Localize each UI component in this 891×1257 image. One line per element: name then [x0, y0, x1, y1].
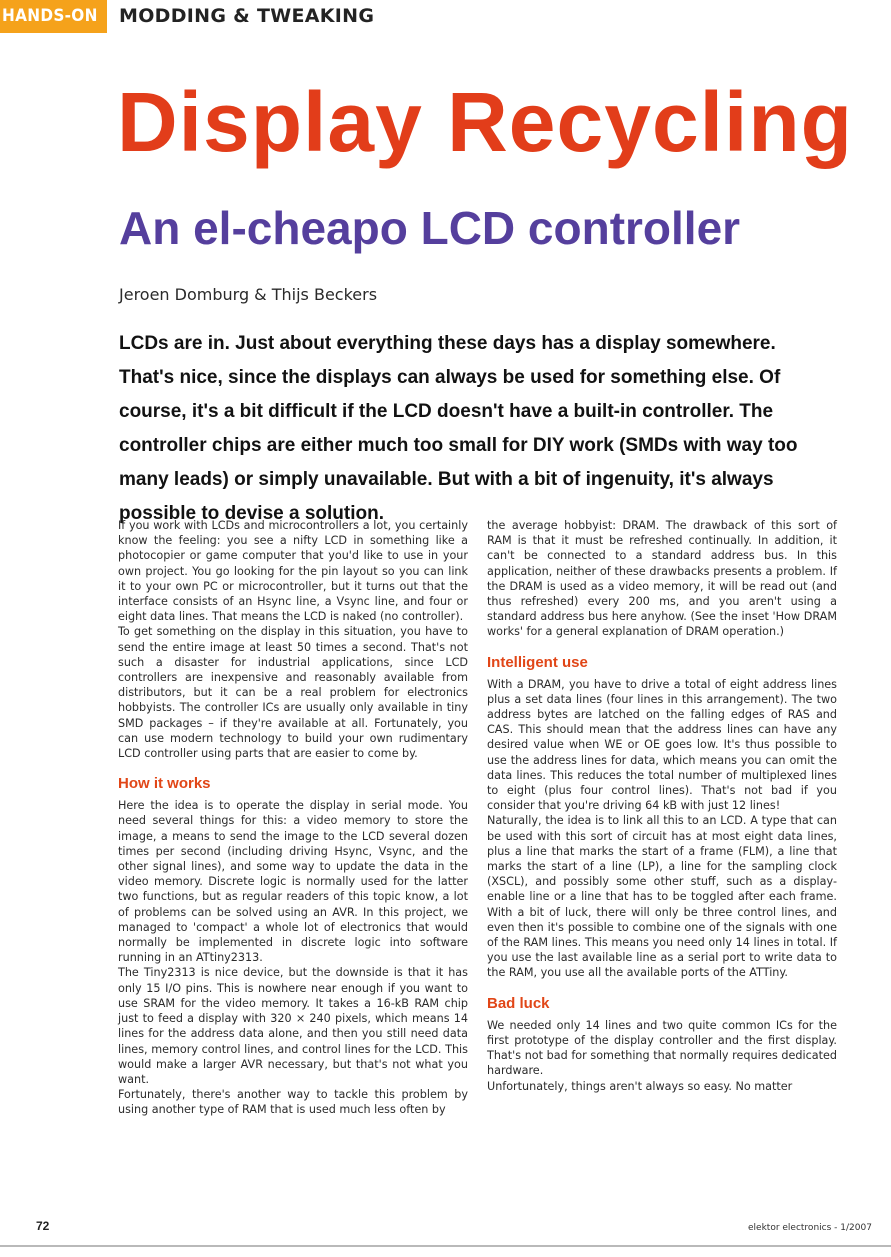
page-edge-divider: [0, 1245, 891, 1247]
body-column-left: [118, 518, 468, 1118]
page-number: 72: [36, 1219, 50, 1233]
paragraph: Naturally, the idea is to link all this to an LCD. A type that can be used with this sort of circuit has at most eight data lines, plus a line that marks the start of a frame (FLM), a line that marks the start of a line (LP), a line for the sampling clock (XSCL), and possibly some other stuff, such as a display-enable line or a line that has to be toggled after each frame. With a bit of luck, there will only be three control lines, and even then it's possible to combine one of the signals with one of the RAM lines. This means you need only 14 lines in total. If you use the last available line as a serial port to write data to the RAM, you use all the available ports of the ATTiny.: [487, 814, 837, 980]
paragraph: the average hobbyist: DRAM. The drawback of this sort of RAM is that it must be refreshed continually. In addition, it can't be connected to a standard address bus. In this application, neither of these drawbacks presents a problem. If the DRAM is used as a video memory, it will be read out (and thus refreshed) every 200 ms, and you aren't using a standard address bus here anyhow. (See the inset 'How DRAM works' for a general explanation of DRAM operation.): [487, 519, 837, 639]
paragraph: Here the idea is to operate the display in serial mode. You need several things for this: a video memory to store the image, a means to send the image to the LCD several dozen times per second (including driving Hsync, Vsync, and the other signal lines), and some way to update the data in the video memory. Discrete logic is normally used for the latter two functions, but as regular readers of this topic know, a lot of problems can be solved using an AVR. In this project, we managed to 'compact' a whole lot of electronics that would normally be implemented in discrete logic into software running in an ATtiny2313.: [118, 799, 468, 965]
paragraph: To get something on the display in this situation, you have to send the entire image at least 50 times a second. That's not such a disaster for industrial applications, since LCD controllers are inexpensive and reasonably available from distributors, but it can be a real problem for electronics hobbyists. The controller ICs are usually only available in tiny SMD packages – if they're available at all. Fortunately, you can use modern technology to build your own rudimentary LCD controller using parts that are easier to come by.: [118, 625, 468, 761]
paragraph: Fortunately, there's another way to tackle this problem by using another type of RAM that is used much less often by: [118, 1088, 468, 1117]
paragraph: We needed only 14 lines and two quite common ICs for the first prototype of the display controller and the first display. That's not bad for something that normally requires dedicated hardware.: [487, 1018, 837, 1078]
paragraph: Unfortunately, things aren't always so easy. No matter: [487, 1079, 793, 1093]
paragraph: If you work with LCDs and microcontrollers a lot, you certainly know the feeling: you see a nifty LCD in something like a photocopier or game computer that you'd like to use in your own project. You go looking for the pin layout so you can link it to your own PC or microcontroller, but it turns out that the interface consists of an Hsync line, a Vsync line, and four or eight data lines. That means the LCD is naked (no controller).: [118, 519, 468, 624]
paragraph: The Tiny2313 is nice device, but the downside is that it has only 15 I/O pins. This is nowhere near enough if you want to use SRAM for the video memory. It takes a 16-kB RAM chip just to feed a display with 320 × 240 pixels, which means 14 lines for the address data alone, and then you still need data lines, memory control lines, and control lines for the LCD. This would make a larger AVR necessary, but that's not what you want.: [118, 966, 468, 1086]
section-tab: HANDS-ON: [0, 0, 107, 33]
section-heading: Bad luck: [487, 994, 550, 1012]
section-name: MODDING & TWEAKING: [119, 5, 375, 27]
section-heading: How it works: [118, 775, 211, 793]
article-authors: Jeroen Domburg & Thijs Beckers: [119, 285, 378, 304]
article-intro: LCDs are in. Just about everything these days has a display somewhere. That's nice, since the displays can always be used for something else. Of course, it's a bit difficult if the LCD doesn't have a built-in controller. The controller chips are either much too small for DIY work (SMDs with way too many leads) or simply unavailable. But with a bit of ingenuity, it's always possible to devise a solution.: [119, 333, 798, 524]
article-title: Display Recycling: [117, 75, 853, 169]
publication-footer: elektor electronics - 1/2007: [748, 1223, 872, 1233]
section-heading: Intelligent use: [487, 653, 588, 671]
article-subtitle: An el-cheapo LCD controller: [119, 202, 741, 254]
body-column-right: [487, 518, 837, 1094]
paragraph: With a DRAM, you have to drive a total of eight address lines plus a set data lines (four lines in this arrangement). The two address bytes are latched on the falling edges of RAS and CAS. This should mean that the address lines can have any desired value when WE or OE goes low. It's thus possible to use the address lines for data, which means you can omit the data lines. This reduces the total number of multiplexed lines to eight (plus four control lines). That's not bad if you consider that you're driving 64 kB with just 12 lines!: [487, 677, 837, 813]
